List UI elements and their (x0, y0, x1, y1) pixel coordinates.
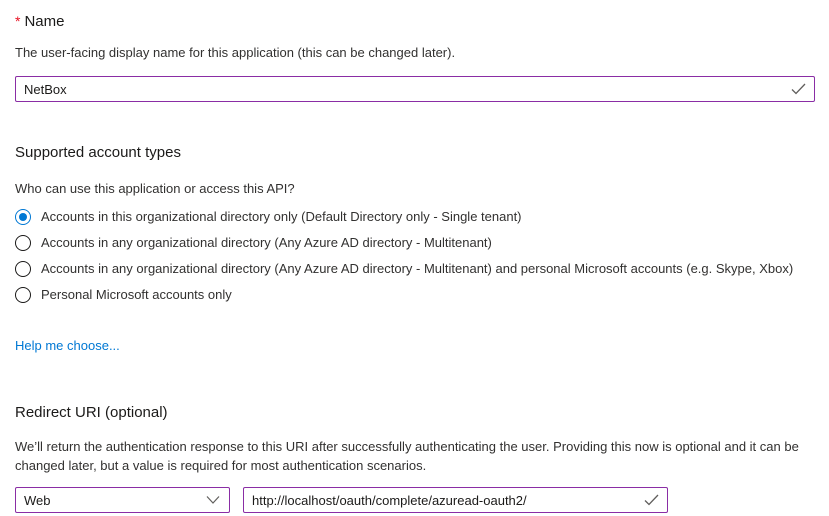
radio-option-single-tenant[interactable] (15, 209, 815, 225)
name-description: The user-facing display name for this application (this can be changed later). (15, 45, 456, 60)
help-me-choose-link[interactable]: Help me choose... (15, 338, 120, 353)
name-section-title (15, 12, 815, 31)
name-input-wrap (15, 76, 815, 102)
platform-select-dropdown[interactable] (15, 487, 230, 513)
account-types-title: Supported account types (15, 144, 181, 161)
required-asterisk: * (15, 13, 21, 29)
radio-option-label: Accounts in this organizational directory only (Default Directory only - Single tenant) (41, 209, 522, 224)
radio-button-icon (15, 261, 31, 277)
uri-input-wrap (243, 487, 668, 513)
name-input[interactable] (15, 76, 815, 102)
name-section (15, 12, 815, 102)
radio-option-label: Accounts in any organizational directory (Any Azure AD directory - Multitenant) and personal Microsoft accounts (e.g. Skype, Xbox) (41, 261, 794, 276)
radio-button-icon (15, 235, 31, 251)
radio-button-icon (15, 209, 31, 225)
account-types-radio-group (15, 209, 815, 303)
radio-option-multitenant-personal[interactable] (15, 261, 815, 277)
radio-option-label: Personal Microsoft accounts only (41, 287, 232, 302)
redirect-uri-title: Redirect URI (optional) (15, 404, 168, 421)
redirect-uri-description: We’ll return the authentication response to this URI after successfully authenticating the user. Providing this now is optional and it can be changed later, but a value is required for most authentication scenarios. (15, 439, 799, 473)
radio-option-multitenant[interactable] (15, 235, 815, 251)
account-types-question: Who can use this application or access this API? (15, 181, 295, 196)
redirect-uri-section (15, 404, 815, 513)
redirect-uri-input[interactable] (243, 487, 668, 513)
account-types-section (15, 144, 815, 355)
radio-option-label: Accounts in any organizational directory (Any Azure AD directory - Multitenant) (41, 235, 492, 250)
radio-button-icon (15, 287, 31, 303)
chevron-down-icon (206, 496, 220, 505)
platform-selected-value: Web (24, 492, 51, 508)
name-title-text: Name (24, 13, 65, 30)
radio-option-personal-only[interactable] (15, 287, 815, 303)
redirect-uri-row (15, 487, 815, 513)
